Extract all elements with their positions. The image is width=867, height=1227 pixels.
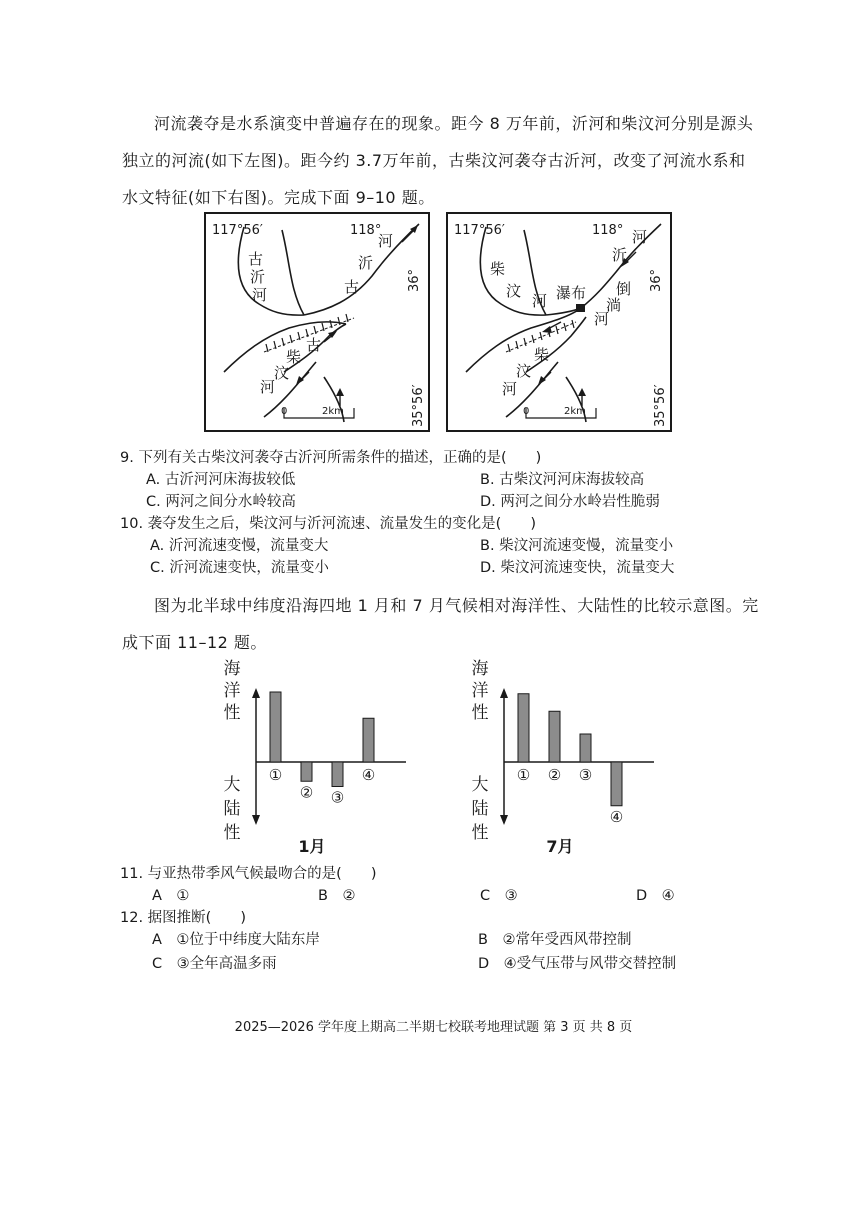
map-left-label-6: 古 bbox=[306, 336, 322, 354]
intro1-line2: 独立的河流(如下左图)。距今约 3.7万年前，古柴汶河袭夺古沂河，改变了河流水系和 bbox=[122, 151, 746, 170]
y-axis-arrow-down bbox=[252, 815, 260, 825]
map-right-scale-zero: 0 bbox=[523, 406, 530, 417]
category-label-1: ① bbox=[516, 766, 531, 784]
bar-4 bbox=[363, 718, 374, 762]
ylabel-negative-char: 性 bbox=[223, 823, 241, 843]
waterfall-marker bbox=[576, 304, 585, 312]
map-right-label-6: 倒 bbox=[616, 280, 632, 298]
chart-july bbox=[462, 654, 662, 864]
chart-title: 1月 bbox=[298, 837, 326, 856]
map-left-lat-bottom: 35°56′ bbox=[411, 384, 426, 427]
question-12-stem: 12. 据图推断( ) bbox=[120, 910, 246, 926]
question-10-option-d[interactable]: D. 柴汶河流速变快，流量变大 bbox=[480, 560, 675, 576]
map-left-label-4: 沂 bbox=[358, 254, 374, 272]
map-right-label-11: 河 bbox=[502, 380, 518, 398]
map-left-label-5: 古 bbox=[344, 278, 360, 296]
category-label-3: ③ bbox=[578, 766, 593, 784]
question-11-option-a[interactable]: A ① bbox=[152, 888, 190, 904]
map-left-scale-zero: 0 bbox=[281, 406, 288, 417]
intro-paragraph-2 bbox=[122, 590, 762, 658]
ylabel-negative-char: 性 bbox=[471, 823, 489, 843]
ylabel-positive-char: 性 bbox=[471, 703, 489, 723]
category-label-2: ② bbox=[547, 766, 562, 784]
map-right-label-9: 柴 bbox=[534, 346, 550, 364]
map-right-label-5: 沂 bbox=[612, 246, 628, 264]
map-left-label-8: 汶 bbox=[274, 364, 290, 382]
map-right-label-8: 河 bbox=[594, 310, 610, 328]
map-right-label-2: 河 bbox=[532, 292, 548, 310]
question-10-option-b[interactable]: B. 柴汶河流速变慢，流量变小 bbox=[480, 538, 674, 554]
arrowhead-left-4 bbox=[336, 388, 344, 396]
bar-2 bbox=[301, 762, 312, 781]
question-10-option-c[interactable]: C. 沂河流速变快，流量变小 bbox=[150, 560, 329, 576]
map-right-lon-right: 118° bbox=[592, 223, 624, 238]
ylabel-positive-char: 海 bbox=[223, 659, 241, 679]
page-footer: 2025—2026 学年度上期高二半期七校联考地理试题 第 3 页 共 8 页 bbox=[234, 1020, 633, 1035]
map-left-lon-left: 117°56′ bbox=[212, 223, 263, 238]
map-left-scale-len: 2km bbox=[322, 406, 344, 417]
map-left bbox=[204, 212, 430, 432]
bar-2 bbox=[549, 711, 560, 762]
chart-january bbox=[214, 654, 414, 864]
bar-3 bbox=[580, 734, 591, 762]
y-axis-arrow-down bbox=[500, 815, 508, 825]
intro-paragraph-1 bbox=[122, 108, 762, 213]
ylabel-negative-char: 陆 bbox=[471, 799, 489, 819]
ylabel-negative-char: 陆 bbox=[223, 799, 241, 819]
map-right-lat-top: 36° bbox=[649, 268, 664, 292]
question-11-option-b[interactable]: B ② bbox=[318, 888, 356, 904]
ylabel-positive-char: 洋 bbox=[223, 681, 241, 701]
river-gu-yi-upper bbox=[238, 227, 304, 315]
map-right-label-10: 汶 bbox=[516, 362, 532, 380]
category-label-1: ① bbox=[268, 766, 283, 784]
ylabel-positive-char: 洋 bbox=[471, 681, 489, 701]
question-12-option-a[interactable]: A ①位于中纬度大陆东岸 bbox=[152, 932, 320, 948]
question-9-option-c[interactable]: C. 两河之间分水岭较高 bbox=[146, 494, 296, 510]
map-left-lon-right: 118° bbox=[350, 223, 382, 238]
question-11-option-c[interactable]: C ③ bbox=[480, 888, 518, 904]
question-9-stem: 9. 下列有关古柴汶河袭夺古沂河所需条件的描述，正确的是( ) bbox=[120, 450, 542, 466]
question-11-stem: 11. 与亚热带季风气候最吻合的是( ) bbox=[120, 866, 377, 882]
bar-3 bbox=[332, 762, 343, 787]
map-right-label-1: 汶 bbox=[506, 282, 522, 300]
arrowhead-right-4 bbox=[578, 388, 586, 396]
y-axis-arrow-up bbox=[500, 688, 508, 698]
map-left-label-3: 河 bbox=[378, 232, 394, 250]
map-right bbox=[446, 212, 672, 432]
chart-title: 7月 bbox=[546, 837, 574, 856]
intro2-line2: 成下面 11–12 题。 bbox=[122, 633, 267, 652]
map-right-label-7: 淌 bbox=[606, 296, 622, 314]
map-left-label-1: 沂 bbox=[250, 268, 266, 286]
question-9-option-a[interactable]: A. 古沂河河床海拔较低 bbox=[146, 472, 296, 488]
question-10-stem: 10. 袭夺发生之后，柴汶河与沂河流速、流量发生的变化是( ) bbox=[120, 516, 536, 532]
intro2-line1: 图为北半球中纬度沿海四地 1 月和 7 月气候相对海洋性、大陆性的比较示意图。完 bbox=[154, 596, 759, 615]
bar-4 bbox=[611, 762, 622, 806]
y-axis-arrow-up bbox=[252, 688, 260, 698]
question-12-option-d[interactable]: D ④受气压带与风带交替控制 bbox=[478, 956, 677, 972]
question-10-option-a[interactable]: A. 沂河流速变慢，流量变大 bbox=[150, 538, 329, 554]
ylabel-negative-char: 大 bbox=[223, 775, 241, 795]
question-12-option-b[interactable]: B ②常年受西风带控制 bbox=[478, 932, 632, 948]
map-left-label-9: 河 bbox=[260, 378, 276, 396]
category-label-4: ④ bbox=[609, 807, 624, 826]
ylabel-negative-char: 大 bbox=[471, 775, 489, 795]
category-label-2: ② bbox=[299, 783, 314, 802]
map-right-lat-bottom: 35°56′ bbox=[653, 384, 668, 427]
map-right-label-0: 柴 bbox=[490, 260, 506, 278]
question-12-option-c[interactable]: C ③全年高温多雨 bbox=[152, 956, 277, 972]
map-left-label-7: 柴 bbox=[286, 348, 302, 366]
category-label-3: ③ bbox=[330, 788, 345, 807]
question-9-option-b[interactable]: B. 古柴汶河河床海拔较高 bbox=[480, 472, 645, 488]
ylabel-positive-char: 性 bbox=[223, 703, 241, 723]
bar-1 bbox=[518, 694, 529, 762]
intro1-line1: 河流袭夺是水系演变中普遍存在的现象。距今 8 万年前，沂河和柴汶河分别是源头 bbox=[154, 114, 754, 133]
question-11-option-d[interactable]: D ④ bbox=[636, 888, 675, 904]
intro1-line3: 水文特征(如下右图)。完成下面 9–10 题。 bbox=[122, 188, 435, 207]
map-right-lon-left: 117°56′ bbox=[454, 223, 505, 238]
ylabel-positive-char: 海 bbox=[471, 659, 489, 679]
map-left-label-0: 古 bbox=[248, 250, 264, 268]
river-tributary-left bbox=[282, 230, 304, 315]
question-9-option-d[interactable]: D. 两河之间分水岭岩性脆弱 bbox=[480, 494, 660, 510]
map-right-scale-len: 2km bbox=[564, 406, 586, 417]
category-label-4: ④ bbox=[361, 766, 376, 784]
bar-1 bbox=[270, 692, 281, 762]
map-right-label-4: 河 bbox=[632, 228, 648, 246]
map-left-label-2: 河 bbox=[252, 286, 268, 304]
map-right-label-3: 瀑布 bbox=[556, 284, 587, 302]
map-left-lat-top: 36° bbox=[407, 268, 422, 292]
